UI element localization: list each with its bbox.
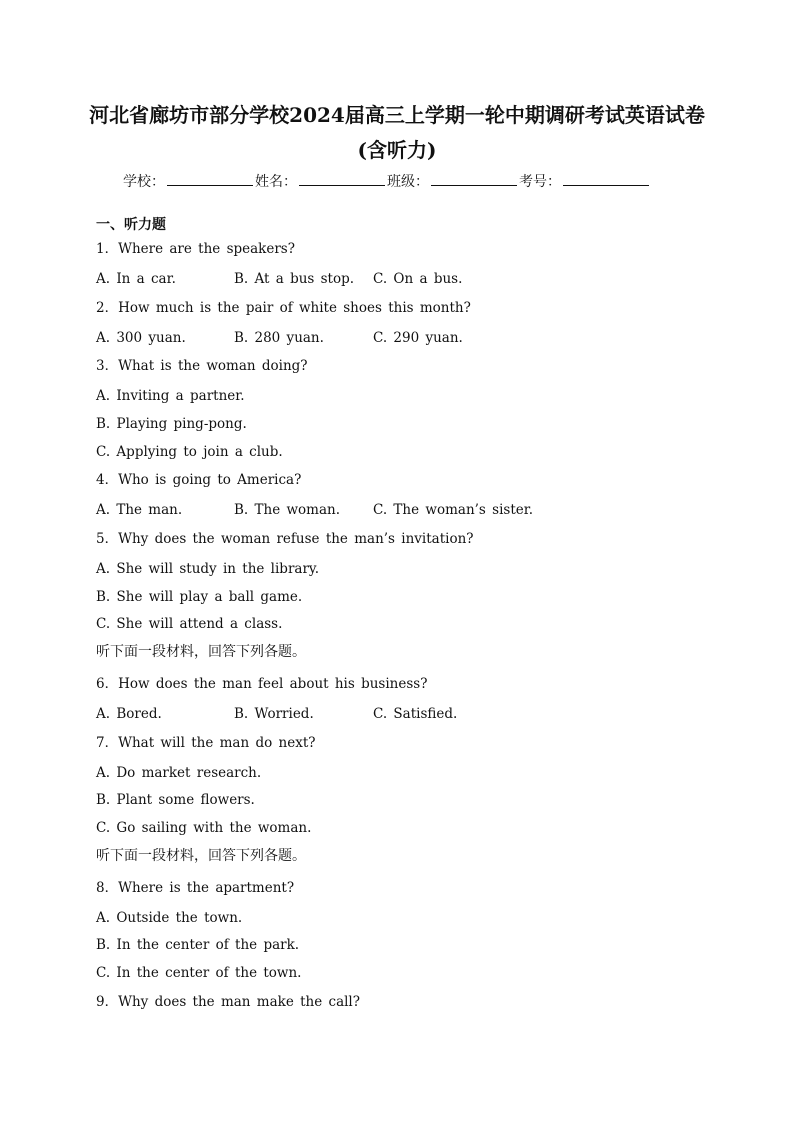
option-b: B. Playing ping-pong. xyxy=(96,416,247,432)
option-c: C. In the center of the town. xyxy=(96,965,302,981)
exam-title: 河北省廊坊市部分学校2024届高三上学期一轮中期调研考试英语试卷 xyxy=(89,103,705,127)
school-blank[interactable] xyxy=(167,171,253,186)
option-a: A. In a car. xyxy=(96,271,176,287)
option-c: C. 290 yuan. xyxy=(373,330,463,346)
question-stem: 9．Why does the man make the call? xyxy=(96,994,360,1010)
number-label: 考号： xyxy=(519,174,561,190)
question-stem: 5．Why does the woman refuse the man’s invitation? xyxy=(96,531,474,547)
option-a: A. Bored. xyxy=(96,706,162,722)
number-blank[interactable] xyxy=(563,171,649,186)
option-a: A. Inviting a partner. xyxy=(96,388,245,404)
option-b: B. She will play a ball game. xyxy=(96,589,303,605)
school-label: 学校： xyxy=(123,174,165,190)
question-stem: 8．Where is the apartment? xyxy=(96,880,295,896)
question-stem: 2．How much is the pair of white shoes this month? xyxy=(96,300,471,316)
option-a: A. She will study in the library. xyxy=(96,561,320,577)
question-stem: 1．Where are the speakers? xyxy=(96,241,295,257)
option-b: B. The woman. xyxy=(234,502,341,518)
name-label: 姓名： xyxy=(255,174,297,190)
class-label: 班级： xyxy=(387,174,429,190)
option-a: A. The man. xyxy=(96,502,183,518)
option-b: B. Worried. xyxy=(234,706,314,722)
option-c: C. She will attend a class. xyxy=(96,616,283,632)
name-blank[interactable] xyxy=(299,171,385,186)
option-b: B. At a bus stop. xyxy=(234,271,355,287)
option-c: C. Applying to join a club. xyxy=(96,444,283,460)
option-c: C. The woman’s sister. xyxy=(373,502,533,518)
question-stem: 6．How does the man feel about his business? xyxy=(96,676,428,692)
section-heading: 一、听力题 xyxy=(96,217,166,233)
option-c: C. Satisfied. xyxy=(373,706,458,722)
option-b: B. 280 yuan. xyxy=(234,330,324,346)
class-blank[interactable] xyxy=(431,171,517,186)
instruction-text: 听下面一段材料，回答下列各题。 xyxy=(96,848,306,864)
option-c: C. Go sailing with the woman. xyxy=(96,820,312,836)
question-stem: 7．What will the man do next? xyxy=(96,735,316,751)
option-a: A. 300 yuan. xyxy=(96,330,186,346)
exam-subtitle: (含听力) xyxy=(357,138,437,162)
question-stem: 3．What is the woman doing? xyxy=(96,358,308,374)
instruction-text: 听下面一段材料，回答下列各题。 xyxy=(96,644,306,660)
option-a: A. Do market research. xyxy=(96,765,262,781)
option-b: B. In the center of the park. xyxy=(96,937,300,953)
option-c: C. On a bus. xyxy=(373,271,463,287)
option-a: A. Outside the town. xyxy=(96,910,243,926)
option-b: B. Plant some flowers. xyxy=(96,792,255,808)
question-stem: 4．Who is going to America? xyxy=(96,472,302,488)
student-info-row xyxy=(123,171,683,191)
